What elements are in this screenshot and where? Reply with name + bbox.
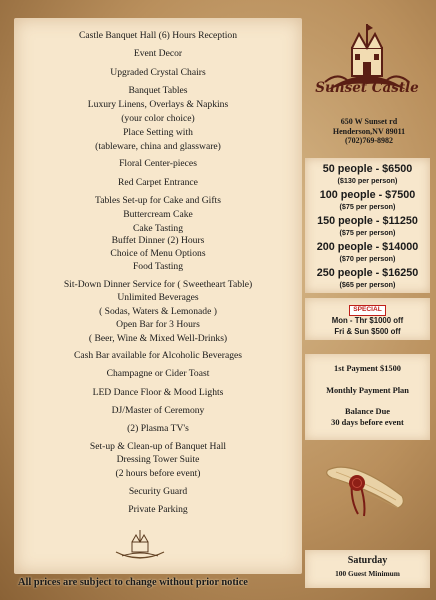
price-tier xyxy=(305,266,430,292)
list-item: Upgraded Crystal Chairs xyxy=(110,67,206,78)
city: Henderson,NV 89011 xyxy=(332,126,406,136)
special-offer-panel xyxy=(305,298,430,340)
list-item: LED Dance Floor & Mood Lights xyxy=(92,387,224,398)
monthly-plan: Monthly Payment Plan xyxy=(326,385,409,395)
list-item: Place Setting with xyxy=(123,127,193,138)
package-day: Saturday xyxy=(347,555,388,566)
price-tier-label: 150 people - $11250 xyxy=(317,215,418,227)
list-item: Set-up & Clean-up of Banquet Hall xyxy=(89,441,227,452)
special-badge: SPECIAL xyxy=(349,305,386,316)
list-item: (2 hours before event) xyxy=(115,468,201,479)
price-disclaimer: All prices are subject to change without prior notice xyxy=(18,577,248,588)
list-item: Sit-Down Dinner Service for ( Sweetheart Table) xyxy=(63,279,253,290)
pricing-panel xyxy=(305,158,430,293)
price-per-person: ($130 per person) xyxy=(337,175,398,185)
list-item: Red Carpet Entrance xyxy=(118,177,198,188)
price-tier-label: 50 people - $6500 xyxy=(322,163,413,175)
list-item: Dressing Tower Suite xyxy=(116,454,200,465)
price-tier xyxy=(305,162,430,188)
contact-info xyxy=(305,117,433,146)
phone: (702)769-8982 xyxy=(345,136,393,146)
list-item: Buttercream Cake xyxy=(123,209,193,220)
list-item: Luxury Linens, Overlays & Napkins xyxy=(87,99,229,110)
list-item: (your color choice) xyxy=(121,113,195,124)
first-payment: 1st Payment $1500 xyxy=(334,364,401,373)
list-item: Tables Set-up for Cake and Gifts xyxy=(95,195,221,206)
list-item: ( Sodas, Waters & Lemonade ) xyxy=(99,306,217,317)
list-item: Cash Bar available for Alcoholic Beverages xyxy=(73,350,243,361)
price-tier xyxy=(305,240,430,266)
price-per-person: ($75 per person) xyxy=(339,227,396,237)
list-item: Choice of Menu Options xyxy=(110,248,206,259)
list-item: (2) Plasma TV's xyxy=(127,423,189,434)
price-tier-label: 250 people - $16250 xyxy=(316,267,419,279)
price-per-person: ($75 per person) xyxy=(339,201,396,211)
price-per-person: ($70 per person) xyxy=(339,253,396,263)
price-per-person: ($65 per person) xyxy=(339,279,396,289)
list-item: Open Bar for 3 Hours xyxy=(116,319,200,330)
logo-wordmark: Sunset Castle xyxy=(315,80,419,96)
list-item: Castle Banquet Hall (6) Hours Reception xyxy=(79,30,237,41)
list-item: DJ/Master of Ceremony xyxy=(111,405,205,416)
scroll-seal-icon xyxy=(322,450,410,520)
list-item: Banquet Tables xyxy=(128,85,188,96)
address: 650 W Sunset rd xyxy=(340,117,398,126)
package-day-panel xyxy=(305,550,430,588)
special-weekday: Mon - Thr $1000 off xyxy=(331,316,404,325)
list-item: Food Tasting xyxy=(132,261,184,272)
list-item: (tableware, china and glassware) xyxy=(95,141,221,152)
price-tier xyxy=(305,188,430,214)
guest-minimum: 100 Guest Minimum xyxy=(335,569,400,578)
list-item: Private Parking xyxy=(128,504,188,515)
pricing-list xyxy=(305,158,430,292)
balance-due: Balance Due xyxy=(345,407,390,416)
price-tier-label: 100 people - $7500 xyxy=(319,189,416,201)
sunset-castle-logo-icon xyxy=(317,22,417,118)
payment-panel xyxy=(305,354,430,440)
list-item: Security Guard xyxy=(128,486,188,497)
list-item: Cake Tasting xyxy=(132,223,184,234)
list-item: ( Beer, Wine & Mixed Well-Drinks) xyxy=(88,333,228,344)
special-weekend: Fri & Sun $500 off xyxy=(334,326,401,336)
list-item: Unlimited Beverages xyxy=(117,292,199,303)
price-tier xyxy=(305,214,430,240)
castle-logo-small-icon xyxy=(108,530,172,566)
balance-due-timing: 30 days before event xyxy=(331,417,404,427)
list-item: Buffet Dinner (2) Hours xyxy=(111,235,205,246)
list-item: Champagne or Cider Toast xyxy=(106,368,210,379)
list-item: Floral Center-pieces xyxy=(119,158,197,169)
list-item: Event Decor xyxy=(133,48,183,59)
price-tier-label: 200 people - $14000 xyxy=(316,241,419,253)
